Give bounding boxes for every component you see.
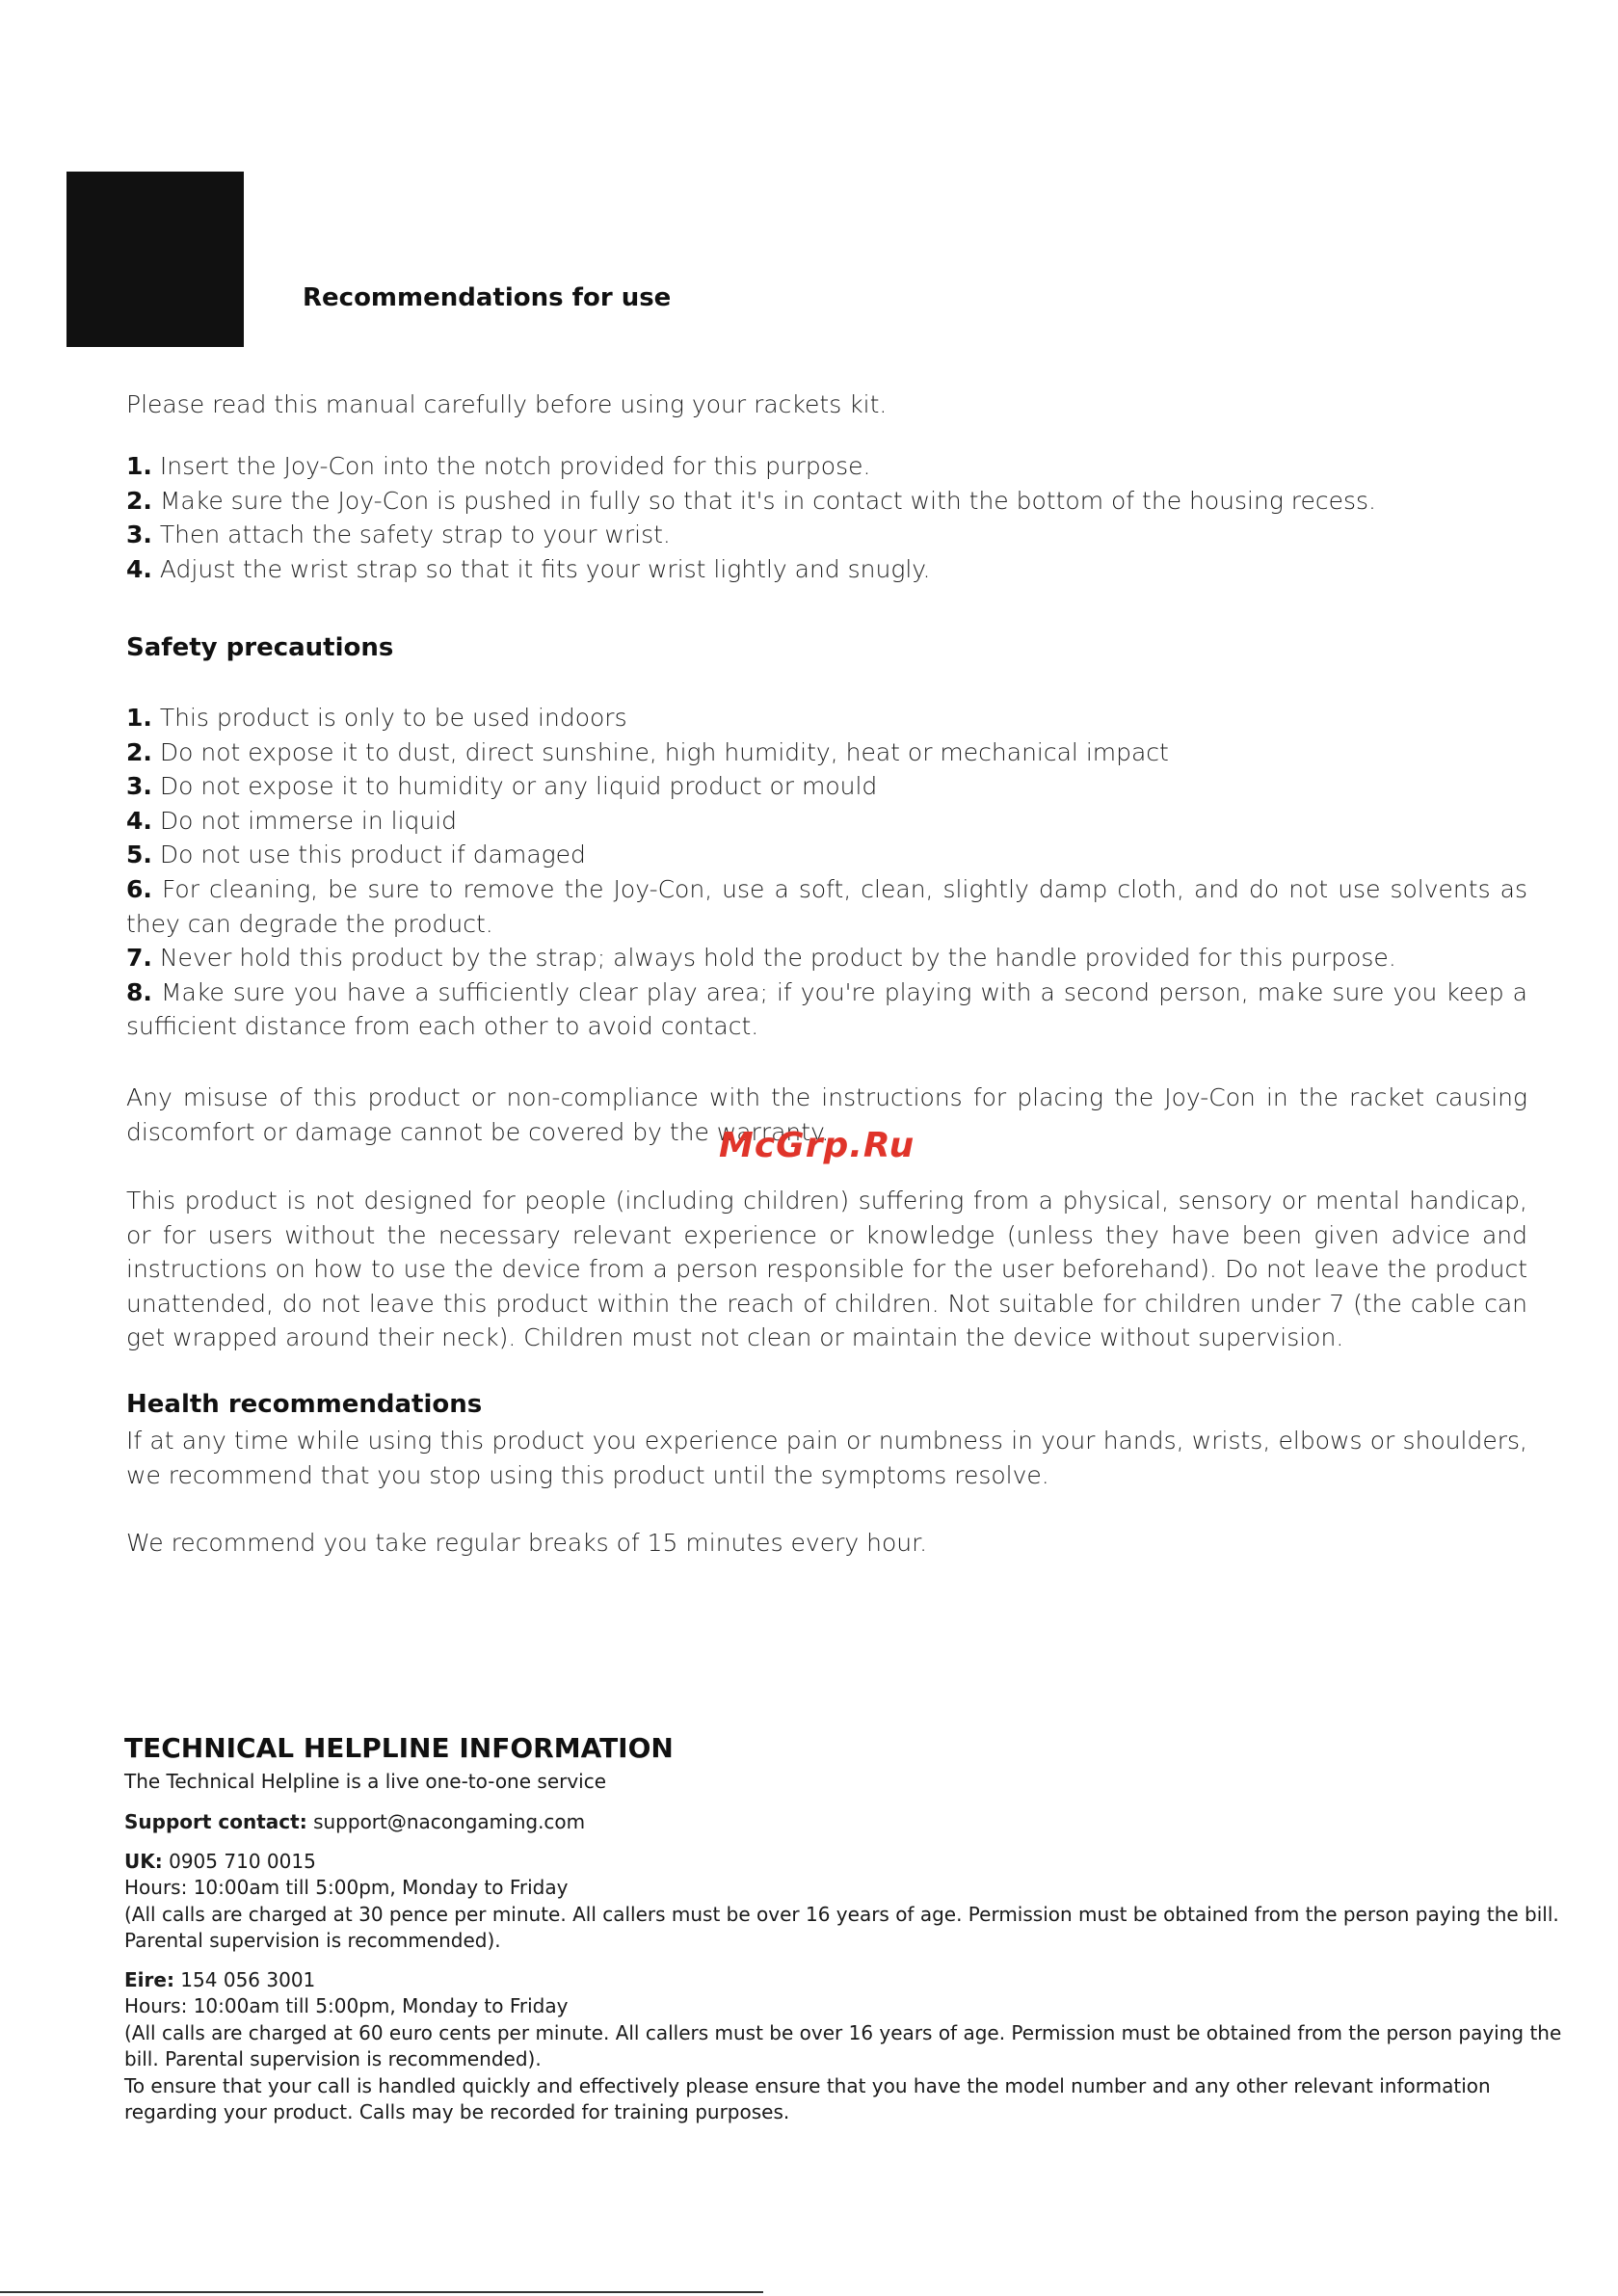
item-text: For cleaning, be sure to remove the Joy-Con, use a soft, clean, slightly damp cloth, and do not use solvents as they can degrade the product. [126,874,1527,938]
step-number: 2. [126,486,152,515]
eire-label: Eire: [124,1968,174,1991]
item-text: Do not expose it to humidity or any liquid product or mould [151,772,878,801]
list-item [126,804,1527,839]
item-number: 1. [126,704,152,732]
uk-phone: 0905 710 0015 [162,1850,316,1873]
list-item [126,735,1527,770]
item-number: 7. [126,944,152,973]
support-contact [124,1809,1570,1835]
watermark-logo: McGrp.Ru [719,1126,915,1165]
step-text: Then attach the safety strap to your wrist. [151,521,671,549]
safety-list [126,701,1527,1044]
item-number: 4. [126,806,152,835]
item-number: 5. [126,841,152,869]
list-item [126,872,1527,941]
support-email: support@nacongaming.com [306,1810,586,1833]
step-text: Insert the Joy-Con into the notch provided for this purpose. [151,452,871,480]
step-text: Make sure the Joy-Con is pushed in fully so that it's in contact with the bottom of the housing recess. [151,486,1376,515]
eire-contact-block [124,1967,1570,2125]
section-tab-block [66,172,244,347]
item-text: Do not use this product if damaged [151,841,586,869]
step-number: 4. [126,554,152,583]
section-title: Recommendations for use [303,283,672,312]
breaks-paragraph: We recommend you take regular breaks of 15 minutes every hour. [126,1529,928,1557]
eire-hours: Hours: 10:00am till 5:00pm, Monday to Friday [124,1994,569,2018]
intro-paragraph: Please read this manual carefully before using your rackets kit. [126,390,888,418]
uk-hours: Hours: 10:00am till 5:00pm, Monday to Friday [124,1876,569,1900]
list-item [126,941,1527,975]
eire-phone-line [124,1967,1570,1993]
item-text: Do not expose it to dust, direct sunshine, high humidity, heat or mechanical impact [151,737,1169,766]
helpline-heading: TECHNICAL HELPLINE INFORMATION [124,1732,674,1764]
health-paragraph: If at any time while using this product you experience pain or numbness in your hands, wrists, elbows or shoulders, we recommend that you stop using this product until the symptoms resolve. [126,1427,1527,1489]
step-number: 3. [126,521,152,549]
footer-divider [0,2291,763,2293]
list-item [126,838,1527,872]
usage-steps-list [126,449,1527,586]
eire-note: (All calls are charged at 60 euro cents per minute. All callers must be over 16 years of age. Permission must be obtained from the person paying the bill. Parental supervision is recommended). [124,2020,1562,2071]
list-item [126,975,1527,1044]
item-number: 3. [126,772,152,801]
ensure-note: To ensure that your call is handled quickly and effectively please ensure that you have the model number and any other relevant information regarding your product. Calls may be recorded for training purposes. [124,2073,1491,2124]
list-item [126,518,1527,552]
list-item [126,449,1527,484]
uk-label: UK: [124,1850,163,1873]
item-text: Do not immerse in liquid [151,806,458,835]
list-item [126,484,1527,519]
item-number: 6. [126,874,152,903]
list-item [126,769,1527,804]
eire-phone: 154 056 3001 [173,1968,316,1991]
uk-contact-block [124,1849,1570,1955]
safety-heading: Safety precautions [126,633,394,662]
list-item [126,552,1527,587]
item-number: 2. [126,737,152,766]
uk-note: (All calls are charged at 30 pence per minute. All callers must be over 16 years of age. Permission must be obtained from the person paying the bill. Parental supervision is recommended). [124,1902,1559,1953]
design-notice-paragraph: This product is not designed for people (including children) suffering from a physical, sensory or mental handicap, or for users without the necessary relevant experience or knowledge (unless they have been given advice and instructions on how to use the device from a person responsible for the user beforehand). Do not leave the product unattended, do not leave this product within the reach of children. Not suitable for children under 7 (the cable can get wrapped around their neck). Children must not clean or maintain the device without supervision. [126,1187,1527,1352]
helpline-intro: The Technical Helpline is a live one-to-one service [124,1770,607,1793]
support-label: Support contact: [124,1810,307,1833]
list-item [126,701,1527,735]
misuse-paragraph: Any misuse of this product or non-compliance with the instructions for placing the Joy-Con in the racket causing discomfort or damage cannot be covered by the warranty. [126,1083,1527,1146]
step-text: Adjust the wrist strap so that it fits your wrist lightly and snugly. [151,554,931,583]
step-number: 1. [126,452,152,480]
health-heading: Health recommendations [126,1390,483,1419]
item-text: Make sure you have a sufficiently clear play area; if you're playing with a second person, make sure you keep a sufficient distance from each other to avoid contact. [126,977,1527,1041]
item-number: 8. [126,977,152,1006]
uk-phone-line [124,1849,1570,1875]
item-text: This product is only to be used indoors [151,704,627,732]
item-text: Never hold this product by the strap; always hold the product by the handle provided for this purpose. [151,944,1396,973]
